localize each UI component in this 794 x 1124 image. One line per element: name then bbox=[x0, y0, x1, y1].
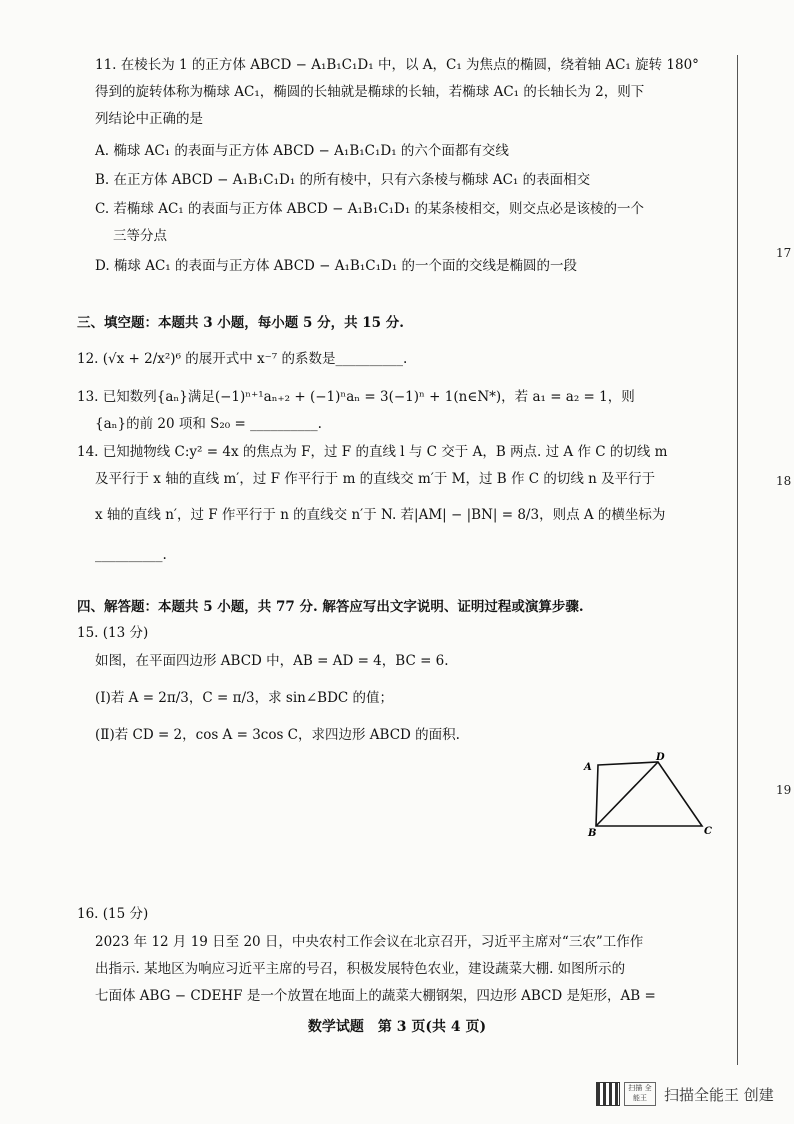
label-b: B bbox=[588, 828, 597, 839]
column-divider bbox=[737, 55, 738, 1065]
qr-code-icon bbox=[596, 1082, 620, 1106]
label-d: D bbox=[656, 752, 665, 763]
q15-heading: 15. (13 分) bbox=[77, 625, 149, 641]
q11-option-b: B. 在正方体 ABCD − A₁B₁C₁D₁ 的所有棱中，只有六条棱与椭球 AC₁ 的表面相交 bbox=[95, 172, 591, 188]
q16-heading: 16. (15 分) bbox=[77, 906, 149, 922]
quadrilateral-figure bbox=[580, 750, 720, 840]
q15-part1: (Ⅰ)若 A = 2π/3，C = π/3，求 sin∠BDC 的值； bbox=[95, 690, 394, 706]
q11-option-d: D. 椭球 AC₁ 的表面与正方体 ABCD − A₁B₁C₁D₁ 的一个面的交线是椭圆的一段 bbox=[95, 258, 578, 274]
diagonal-bd bbox=[596, 762, 658, 826]
q16-line2: 出指示. 某地区为响应习近平主席的号召，积极发展特色农业，建设蔬菜大棚. 如图所示的 bbox=[95, 961, 626, 977]
section-four-heading: 四、解答题：本题共 5 小题，共 77 分. 解答应写出文字说明、证明过程或演算步骤. bbox=[77, 599, 584, 615]
q15-line1: 如图，在平面四边形 ABCD 中，AB = AD = 4，BC = 6. bbox=[95, 653, 449, 669]
scanner-watermark bbox=[596, 1078, 774, 1110]
edge-number: 17 bbox=[776, 246, 792, 260]
q11-line1: 11. 在棱长为 1 的正方体 ABCD − A₁B₁C₁D₁ 中，以 A，C₁ 为焦点的椭圆，绕着轴 AC₁ 旋转 180° bbox=[95, 57, 699, 73]
q11-line2: 得到的旋转体称为椭球 AC₁，椭圆的长轴就是椭球的长轴，若椭球 AC₁ 的长轴长为 2，则下 bbox=[95, 84, 645, 100]
label-a: A bbox=[584, 762, 592, 773]
watermark-text: 扫描全能王 创建 bbox=[664, 1085, 774, 1104]
label-c: C bbox=[704, 826, 712, 837]
q14-line1: 14. 已知抛物线 C:y² = 4x 的焦点为 F，过 F 的直线 l 与 C 交于 A，B 两点. 过 A 作 C 的切线 m bbox=[77, 444, 668, 460]
edge-number: 19 bbox=[776, 783, 792, 797]
q15-part2: (Ⅱ)若 CD = 2，cos A = 3cos C，求四边形 ABCD 的面积. bbox=[95, 727, 460, 743]
q11-line3: 列结论中正确的是 bbox=[95, 111, 203, 127]
q16-line1: 2023 年 12 月 19 日至 20 日，中央农村工作会议在北京召开，习近平主席对“三农”工作作 bbox=[95, 934, 644, 950]
q11-option-a: A. 椭球 AC₁ 的表面与正方体 ABCD − A₁B₁C₁D₁ 的六个面都有交线 bbox=[95, 143, 509, 159]
section-three-heading: 三、填空题：本题共 3 小题，每小题 5 分，共 15 分. bbox=[77, 315, 404, 331]
q11-option-c-cont: 三等分点 bbox=[113, 228, 167, 244]
q11-option-c: C. 若椭球 AC₁ 的表面与正方体 ABCD − A₁B₁C₁D₁ 的某条棱相交，则交点必是该棱的一个 bbox=[95, 201, 645, 217]
q14-line2: 及平行于 x 轴的直线 m′，过 F 作平行于 m 的直线交 m′于 M，过 B 作 C 的切线 n 及平行于 bbox=[95, 471, 656, 487]
q13-line2: {aₙ}的前 20 项和 S₂₀ = __________. bbox=[95, 416, 322, 432]
q12: 12. (√x + 2/x²)⁶ 的展开式中 x⁻⁷ 的系数是__________. bbox=[77, 351, 408, 367]
page-footer: 数学试题 第 3 页(共 4 页) bbox=[307, 1019, 487, 1035]
q13-line1: 13. 已知数列{aₙ}满足(−1)ⁿ⁺¹aₙ₊₂ + (−1)ⁿaₙ = 3(−1)ⁿ + 1(n∈N*)，若 a₁ = a₂ = 1，则 bbox=[77, 389, 635, 405]
q14-line4: __________. bbox=[95, 547, 167, 563]
q16-line3: 七面体 ABG − CDEHF 是一个放置在地面上的蔬菜大棚钢架，四边形 ABCD 是矩形，AB = bbox=[95, 988, 656, 1004]
edge-number: 18 bbox=[776, 474, 792, 488]
q14-line3: x 轴的直线 n′，过 F 作平行于 n 的直线交 n′于 N. 若|AM| − |BN| = 8/3，则点 A 的横坐标为 bbox=[95, 507, 666, 523]
scanner-logo: 扫描 全能王 bbox=[624, 1082, 656, 1106]
